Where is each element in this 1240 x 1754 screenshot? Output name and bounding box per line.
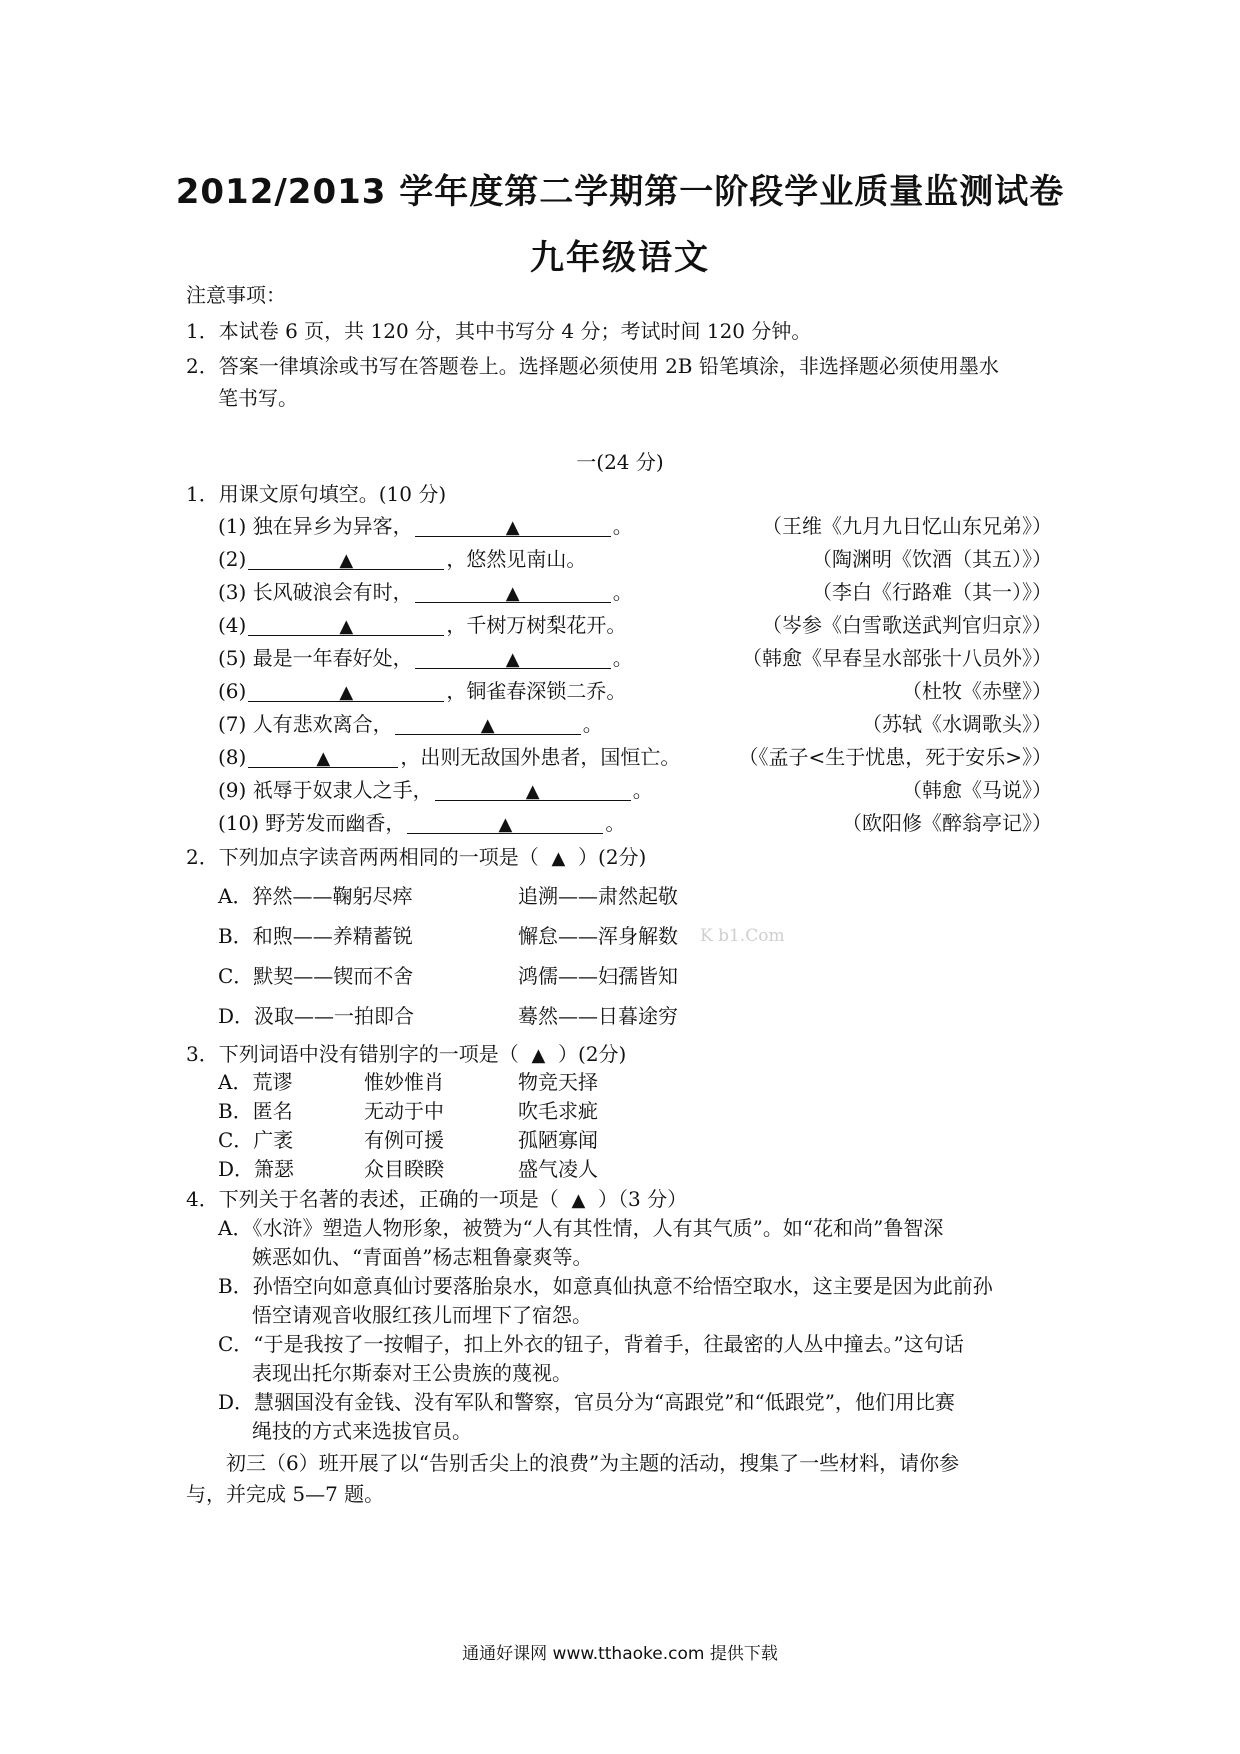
q1-stem: 1．用课文原句填空。(10 分) [186,482,447,506]
exam-title: 2012/2013 学年度第二学期第一阶段学业质量监测试卷 [175,172,1065,212]
answer-blank[interactable] [248,547,444,570]
q4-option-d-cont: 绳技的方式来选拔官员。 [252,1419,472,1443]
q2-option-c-left[interactable]: C．默契——锲而不舍 [218,964,414,988]
q1-suffix: 。 [582,712,603,736]
q3-option-c-1[interactable]: C．广袤 [218,1128,294,1152]
q1-suffix: ，千树万树梨花开。 [446,613,627,637]
q4-stem-text: 4．下列关于名著的表述，正确的一项是（ [186,1187,559,1211]
triangle-mark: ▲ [339,682,354,703]
q3-stem [186,1040,626,1070]
q1-suffix: ，出则无敌国外患者，国恒亡。 [400,745,681,769]
triangle-mark: ▲ [505,583,520,604]
q1-line-1 [218,512,633,540]
q2-option-b-left[interactable]: B．和煦——养精蓄锐 [218,924,413,948]
q1-source-8: （《孟子<生于忧患，死于安乐>》） [738,745,1052,769]
q1-line-2 [218,545,586,573]
q3-option-c-2: 有例可援 [364,1128,444,1152]
triangle-mark: ▲ [498,814,513,835]
q1-prefix: (6) [218,679,247,703]
q1-prefix: (4) [218,613,247,637]
answer-blank[interactable] [248,745,398,768]
q1-line-9 [218,776,653,804]
q1-line-5 [218,644,633,672]
q1-suffix: ，悠然见南山。 [446,547,587,571]
q1-suffix: ，铜雀春深锁二乔。 [446,679,627,703]
answer-blank[interactable] [435,778,631,801]
q1-source-5: （韩愈《早春呈水部张十八员外》） [742,646,1052,670]
q3-option-a-3: 物竞天择 [518,1070,598,1094]
q1-prefix: (2) [218,547,247,571]
watermark: K b1.Com [700,926,785,946]
q1-source-6: （杜牧《赤壁》） [902,679,1052,703]
q3-stem-text: 3．下列词语中没有错别字的一项是（ [186,1042,519,1066]
q1-line-7 [218,710,603,738]
page-footer: 通通好课网 www.tthaoke.com 提供下载 [462,1644,778,1664]
q1-line-3 [218,578,633,606]
answer-blank[interactable] [248,613,444,636]
q3-option-a-2: 惟妙惟肖 [364,1070,444,1094]
q2-option-a-right[interactable]: 追溯——肃然起敬 [518,884,678,908]
notice-heading: 注意事项： [186,283,286,307]
q3-option-d-3: 盛气凌人 [518,1157,598,1181]
q1-prefix: (3) 长风破浪会有时， [218,580,413,604]
q1-prefix: (8) [218,745,247,769]
q3-option-b-1[interactable]: B．匿名 [218,1099,293,1123]
triangle-mark: ▲ [480,715,495,736]
answer-blank[interactable] [248,679,444,702]
answer-blank[interactable] [415,514,611,537]
answer-blank[interactable] [415,646,611,669]
q1-source-10: （欧阳修《醉翁亭记》） [842,811,1052,835]
q2-option-d-right[interactable]: 蓦然——日暮途穷 [518,1004,678,1028]
q1-line-8 [218,743,680,771]
q1-prefix: (10) 野芳发而幽香， [218,811,406,835]
triangle-mark: ▲ [505,649,520,670]
q1-suffix: 。 [612,580,633,604]
notice-item-2: 2．答案一律填涂或书写在答题卷上。选择题必须使用 2B 铅笔填涂，非选择题必须使用墨水 [186,354,999,378]
q2-option-b-right[interactable]: 懈怠——浑身解数 [518,924,678,948]
exam-subtitle: 九年级语文 [530,238,710,278]
q3-option-b-3: 吹毛求疵 [518,1099,598,1123]
q2-stem-points: ）(2分) [578,845,647,869]
notice-item-1: 1．本试卷 6 页，共 120 分，其中书写分 4 分；考试时间 120 分钟。 [186,319,812,343]
answer-blank[interactable] [407,811,603,834]
triangle-mark: ▲ [525,781,540,802]
q1-suffix: 。 [612,514,633,538]
q4-option-c-cont: 表现出托尔斯泰对王公贵族的蔑视。 [252,1361,572,1385]
q3-stem-points: ）(2分) [558,1042,627,1066]
q2-option-d-left[interactable]: D．汲取——一拍即合 [218,1004,415,1028]
q1-prefix: (1) 独在异乡为异客， [218,514,413,538]
notice-item-2-cont: 笔书写。 [218,386,298,410]
q1-prefix: (7) 人有悲欢离合， [218,712,393,736]
triangle-mark: ▲ [551,848,566,869]
q1-source-1: （王维《九月九日忆山东兄弟》） [762,514,1052,538]
q3-option-c-3: 孤陋寡闻 [518,1128,598,1152]
q1-suffix: 。 [632,778,653,802]
triangle-mark: ▲ [339,616,354,637]
answer-blank[interactable] [415,580,611,603]
q2-option-a-left[interactable]: A．猝然——鞠躬尽瘁 [218,884,413,908]
q1-source-7: （苏轼《水调歌头》） [862,712,1052,736]
q2-option-c-right[interactable]: 鸿儒——妇孺皆知 [518,964,678,988]
q1-source-3: （李白《行路难（其一）》） [812,580,1052,604]
q4-stem-points: ）（3 分） [598,1187,688,1211]
q1-suffix: 。 [605,811,626,835]
q4-option-a[interactable]: A．《水浒》塑造人物形象，被赞为“人有其性情，人有其气质”。如“花和尚”鲁智深 [218,1216,944,1240]
q1-prefix: (5) 最是一年春好处， [218,646,413,670]
q1-source-4: （岑参《白雪歌送武判官归京》） [762,613,1052,637]
q1-line-10 [218,809,625,837]
q1-source-2: （陶渊明《饮酒（其五）》） [812,547,1052,571]
q1-line-4 [218,611,626,639]
q3-option-a-1[interactable]: A．荒谬 [218,1070,293,1094]
q1-prefix: (9) 祇辱于奴隶人之手， [218,778,433,802]
q2-stem-text: 2．下列加点字读音两两相同的一项是（ [186,845,539,869]
q1-suffix: 。 [612,646,633,670]
triangle-mark: ▲ [339,550,354,571]
q4-option-a-cont: 嫉恶如仇、“青面兽”杨志粗鲁豪爽等。 [252,1245,593,1269]
q3-option-d-1[interactable]: D．箫瑟 [218,1157,295,1181]
triangle-mark: ▲ [531,1045,546,1066]
triangle-mark: ▲ [316,748,331,769]
intro-line-2: 与，并完成 5—7 题。 [186,1482,385,1506]
q4-option-b[interactable]: B．孙悟空向如意真仙讨要落胎泉水，如意真仙执意不给悟空取水，这主要是因为此前孙 [218,1274,993,1298]
answer-blank[interactable] [395,712,581,735]
section-heading: 一(24 分) [576,450,664,474]
q3-option-d-2: 众目睽睽 [364,1157,444,1181]
q4-option-d[interactable]: D．慧骃国没有金钱、没有军队和警察，官员分为“高跟党”和“低跟党”，他们用比赛 [218,1390,955,1414]
q4-stem [186,1185,687,1215]
q4-option-b-cont: 悟空请观音收服红孩儿而埋下了宿怨。 [252,1303,592,1327]
q1-source-9: （韩愈《马说》） [902,778,1052,802]
triangle-mark: ▲ [571,1190,586,1211]
q1-line-6 [218,677,626,705]
intro-line-1: 初三（6）班开展了以“告别舌尖上的浪费”为主题的活动，搜集了一些材料，请你参 [226,1451,960,1475]
q3-option-b-2: 无动于中 [364,1099,444,1123]
q2-stem [186,843,646,873]
q4-option-c[interactable]: C．“于是我按了一按帽子，扣上外衣的钮子，背着手，往最密的人丛中撞去。”这句话 [218,1332,964,1356]
triangle-mark: ▲ [505,517,520,538]
